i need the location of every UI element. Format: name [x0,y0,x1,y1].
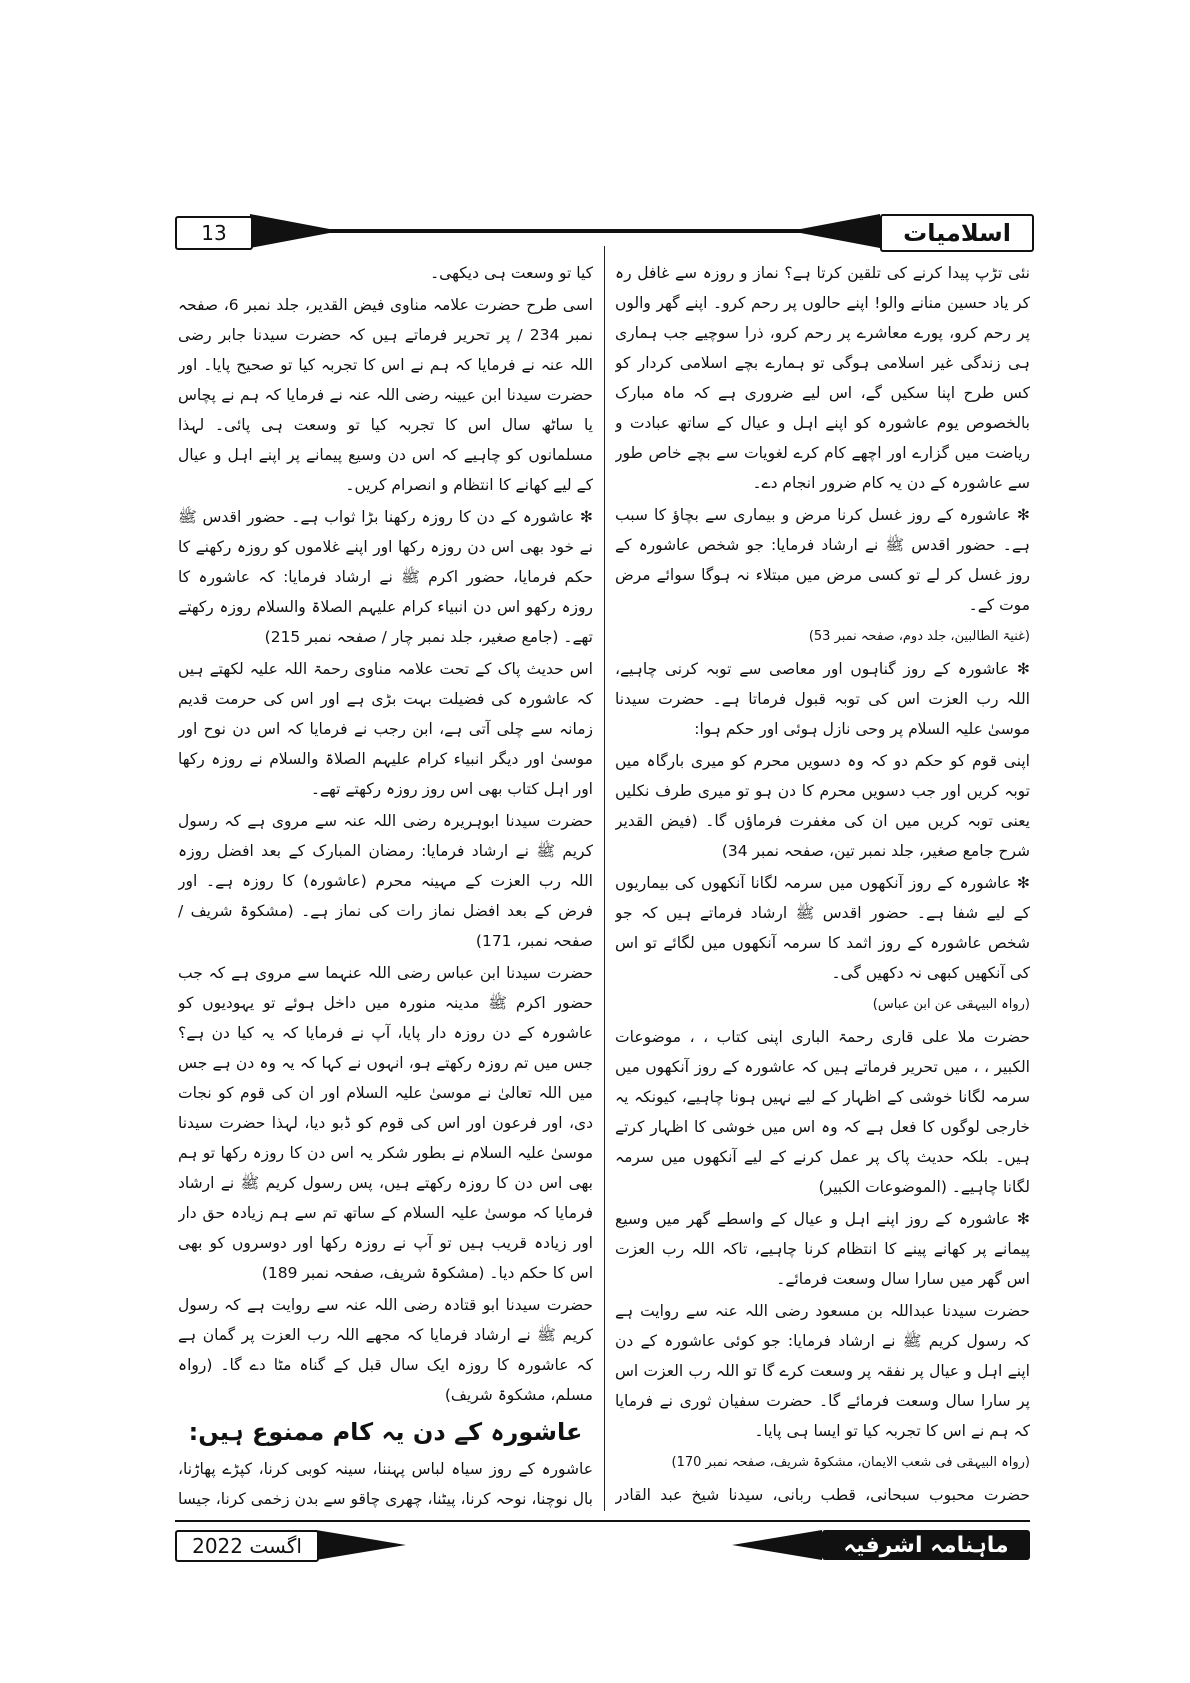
paragraph: نئی تڑپ پیدا کرنے کی تلقین کرتا ہے؟ نماز و روزہ سے غافل رہ کر یاد حسین منانے والو! اپنے حالوں پر رحم کرو۔ اپنے گھر والوں پر رحم کرو، پورے معاشرے پر رحم کرو، ذرا سوچیے جب ہماری ہی زندگی غیر اسلامی ہوگی تو ہمارے بچے اسلامی کردار کو کس طرح اپنا سکیں گے، اس لیے ضروری ہے کہ ماہ مبارک بالخصوص یوم عاشورہ کو اپنے اہل و عیال کے ساتھ عبادت و ریاضت میں گزارے اور اچھے کام کرے لغویات سے بچے خاص طور سے عاشورہ کے دن یہ کام ضرور انجام دے۔ [615,264,1030,492]
footer-rule [175,1520,1030,1522]
left-column [178,258,593,1513]
paragraph: حضرت سیدنا ابو قتادہ رضی اللہ عنہ سے روایت ہے کہ رسول کریم ﷺ نے ارشاد فرمایا کہ مجھے اللہ رب العزت پر گمان ہے کہ عاشورہ کا روزہ ایک سال قبل کے گناہ مٹا دے گا۔ (رواہ مسلم، مشکوۃ شریف) [178,1296,593,1404]
paragraph: ✻ عاشورہ کے روز غسل کرنا مرض و بیماری سے بچاؤ کا سبب ہے۔ حضور اقدس ﷺ نے ارشاد فرمایا: جو شخص عاشورہ کے روز غسل کر لے تو کسی مرض میں مبتلاء نہ ہوگا سوائے مرض موت کے۔ [615,506,1030,614]
issue-date: اگست 2022 [175,1530,319,1562]
paragraph: ✻ عاشورہ کے روز آنکھوں میں سرمہ لگانا آنکھوں کی بیماریوں کے لیے شفا ہے۔ حضور اقدس ﷺ ارشاد فرماتے ہیں کہ جو شخص عاشورہ کے روز اثمد کا سرمہ آنکھوں میں لگائے تو اس کی آنکھیں کبھی نہ دکھیں گی۔ [615,874,1030,982]
footer-left-arrow-ornament [316,1530,406,1560]
paragraph: ✻ عاشورہ کے دن کا روزہ رکھنا بڑا ثواب ہے۔ حضور اقدس ﷺ نے خود بھی اس دن روزہ رکھا اور اپنے غلاموں کو روزہ رکھنے کا حکم فرمایا، حضور اکرم ﷺ نے ارشاد فرمایا: کہ عاشورہ کا روزہ رکھو اس دن انبیاء کرام علیہم الصلاۃ والسلام روزہ رکھتے تھے۔ (جامع صغیر، جلد نمبر چار / صفحہ نمبر 215) [178,508,593,646]
right-column [615,258,1030,1513]
paragraph: اس حدیث پاک کے تحت علامہ مناوی رحمۃ اللہ علیہ لکھتے ہیں کہ عاشورہ کی فضیلت بہت بڑی ہے اور اس کی حرمت قدیم زمانہ سے چلی آتی ہے، ابن رجب نے فرمایا کہ اس دن نوح اور موسیٰ اور دیگر انبیاء کرام علیہم الصلاۃ والسلام نے روزہ رکھا اور اہل کتاب بھی اس روز روزہ رکھتے تھے۔ [178,660,593,798]
section-subheading: عاشورہ کے دن یہ کام ممنوع ہیں: [188,1418,583,1446]
paragraph: حضرت محبوب سبحانی، قطب ربانی، سیدنا شیخ عبد القادر [615,1486,1030,1504]
reference: (غنیۃ الطالبین، جلد دوم، صفحہ نمبر 53) [808,629,1030,644]
reference: (رواہ البیہقی عن ابن عباس) [872,997,1030,1012]
column-divider [604,246,605,1511]
footer-right-arrow-ornament [732,1530,822,1560]
header-left-arrow-ornament [250,214,340,248]
paragraph: حضرت سیدنا عبداللہ بن مسعود رضی اللہ عنہ سے روایت ہے کہ رسول کریم ﷺ نے ارشاد فرمایا: جو کوئی عاشورہ کے دن اپنے اہل و عیال پر نفقہ پر وسعت کرے گا تو اللہ رب العزت اس پر سارا سال وسعت فرمائے گا۔ حضرت سفیان ثوری نے فرمایا کہ ہم نے اس کا تجربہ کیا تو ایسا ہی پایا۔ [615,1302,1030,1440]
page-number: 13 [175,216,253,250]
paragraph: ✻ عاشورہ کے روز گناہوں اور معاصی سے توبہ کرنی چاہیے، اللہ رب العزت اس کی توبہ قبول فرماتا ہے۔ حضرت سیدنا موسیٰ علیہ السلام پر وحی نازل ہوئی اور حکم ہوا: [615,660,1030,738]
paragraph: حضرت سیدنا ابوہریرہ رضی اللہ عنہ سے مروی ہے کہ رسول کریم ﷺ نے ارشاد فرمایا: رمضان المبارک کے بعد افضل روزہ اللہ رب العزت کے مہینہ محرم (عاشورہ) کا روزہ ہے۔ اور فرض کے بعد افضل نماز رات کی نماز ہے۔ (مشکوۃ شریف / صفحہ نمبر، 171) [178,812,593,950]
paragraph: ✻ عاشورہ کے روز اپنے اہل و عیال کے واسطے گھر میں وسیع پیمانے پر کھانے پینے کا انتظام کرنا چاہیے، تاکہ اللہ رب العزت اس گھر میں سارا سال وسعت فرمائے۔ [615,1210,1030,1288]
magazine-name: ماہنامہ اشرفیہ [822,1530,1030,1560]
reference: (رواہ البیہقی فی شعب الایمان، مشکوۃ شریف، صفحہ نمبر 170) [671,1455,1030,1470]
paragraph: حضرت ملا علی قاری رحمۃ الباری اپنی کتاب ، ، موضوعات الکبیر ، ، میں تحریر فرماتے ہیں کہ عاشورہ کے روز آنکھوں میں سرمہ لگانا خوشی کے اظہار کے لیے نہیں ہونا چاہیے، کیونکہ یہ خارجی لوگوں کا فعل ہے کہ وہ اس میں خوشی کا اظہار کرتے ہیں۔ بلکہ حدیث پاک پر عمل کرنے کے لیے آنکھوں میں سرمہ لگانا چاہیے۔ (الموضوعات الکبیر) [615,1028,1030,1196]
paragraph: عاشورہ کے روز سیاہ لباس پہننا، سینہ کوبی کرنا، کپڑے پھاڑنا، بال نوچنا، نوحہ کرنا، پیٹنا، چھری چاقو سے بدن زخمی کرنا، جیسا [178,1460,593,1508]
paragraph: اپنی قوم کو حکم دو کہ وہ دسویں محرم کو میری بارگاہ میں توبہ کریں اور جب دسویں محرم کا دن ہو تو میری طرف نکلیں یعنی توبہ کریں میں ان کی مغفرت فرماؤں گا۔ (فیض القدیر شرح جامع صغیر، جلد نمبر تین، صفحہ نمبر 34) [615,752,1030,860]
paragraph: حضرت سیدنا ابن عباس رضی اللہ عنہما سے مروی ہے کہ جب حضور اکرم ﷺ مدینہ منورہ میں داخل ہوئے تو یہودیوں کو عاشورہ کے دن روزہ دار پایا، آپ نے فرمایا کہ یہ کیا دن ہے؟ جس میں تم روزہ رکھتے ہو، انہوں نے کہا کہ یہ وہ دن ہے جس میں اللہ تعالیٰ نے موسیٰ علیہ السلام اور ان کی قوم کو نجات دی، اور فرعون اور اس کی قوم کو ڈبو دیا، لہذا حضرت سیدنا موسیٰ علیہ السلام نے بطور شکر یہ اس دن کا روزہ رکھا تو ہم بھی اس دن کا روزہ رکھتے ہیں، پس رسول کریم ﷺ نے ارشاد فرمایا کہ موسیٰ علیہ السلام کے ساتھ تم سے ہم زیادہ حق دار اور زیادہ قریب ہیں تو آپ نے روزہ رکھا اور دوسروں کو بھی اس کا حکم دیا۔ (مشکوۃ شریف، صفحہ نمبر 189) [178,964,593,1282]
header-right-arrow-ornament [790,214,880,248]
paragraph: اسی طرح حضرت علامہ مناوی فیض القدیر، جلد نمبر 6، صفحہ نمبر 234 / پر تحریر فرماتے ہیں کہ حضرت سیدنا جابر رضی اللہ عنہ نے فرمایا کہ ہم نے اس کا تجربہ کیا تو صحیح پایا۔ اور حضرت سیدنا ابن عیینہ رضی اللہ عنہ نے فرمایا کہ ہم نے پچاس یا ساٹھ سال اس کا تجربہ کیا تو وسعت ہی پائی۔ لہذا مسلمانوں کو چاہیے کہ اس دن وسیع پیمانے پر اپنے اہل و عیال کے لیے کھانے کا انتظام و انصرام کریں۔ [178,296,593,494]
section-title: اسلامیات [880,214,1034,252]
paragraph: کیا تو وسعت ہی دیکھی۔ [430,264,593,282]
